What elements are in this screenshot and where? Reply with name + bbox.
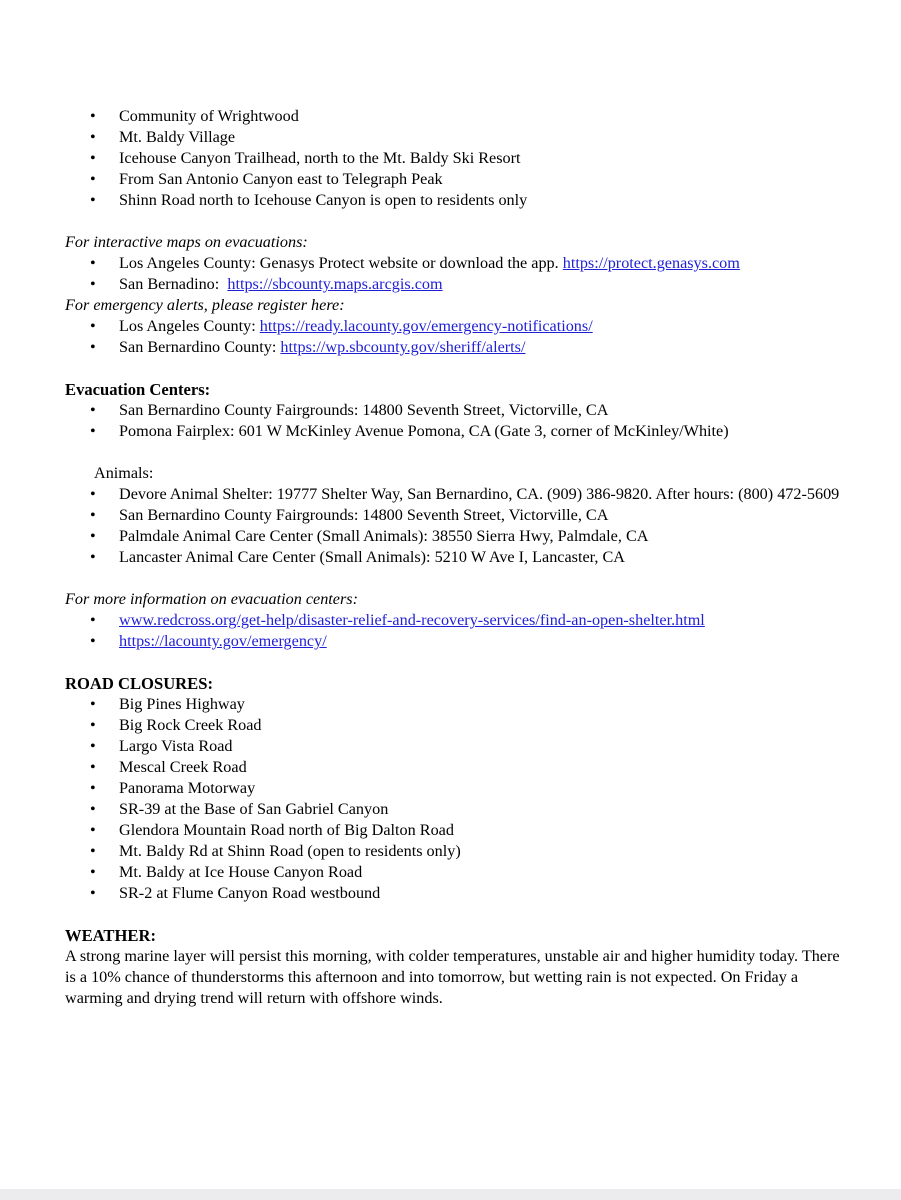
spacer	[65, 652, 845, 673]
document-content	[65, 106, 845, 1009]
list-item: • Devore Animal Shelter: 19777 Shelter Way, San Bernardino, CA. (909) 386-9820. After hours: (800) 472-5609	[65, 484, 845, 505]
lacounty-emergency-link[interactable]: https://lacounty.gov/emergency/	[119, 632, 327, 650]
list-item: • Shinn Road north to Icehouse Canyon is open to residents only	[65, 190, 845, 211]
genasys-link[interactable]: https://protect.genasys.com	[562, 254, 740, 272]
maps-la-text: Los Angeles County: Genasys Protect website or download the app.	[119, 254, 559, 272]
list-item	[65, 253, 845, 274]
list-item	[65, 610, 845, 631]
sb-alerts-link[interactable]: https://wp.sbcounty.gov/sheriff/alerts/	[280, 338, 526, 356]
list-item	[65, 631, 845, 652]
spacer	[65, 568, 845, 589]
list-item	[65, 316, 845, 337]
list-item: • Panorama Motorway	[65, 778, 845, 799]
redcross-link[interactable]: www.redcross.org/get-help/disaster-relief-and-recovery-services/find-an-open-shelter.html	[119, 611, 705, 629]
spacer	[65, 904, 845, 925]
list-item: • Big Pines Highway	[65, 694, 845, 715]
spacer	[65, 358, 845, 379]
evacuation-centers-list	[65, 400, 845, 442]
list-item: • Mescal Creek Road	[65, 757, 845, 778]
list-item: • Palmdale Animal Care Center (Small Animals): 38550 Sierra Hwy, Palmdale, CA	[65, 526, 845, 547]
list-item: • Mt. Baldy Rd at Shinn Road (open to residents only)	[65, 841, 845, 862]
more-info-list	[65, 610, 845, 652]
animal-shelters-list	[65, 484, 845, 568]
page-bottom-edge	[0, 1189, 901, 1200]
evacuation-centers-heading: Evacuation Centers:	[65, 380, 211, 399]
list-item: • SR-2 at Flume Canyon Road westbound	[65, 883, 845, 904]
maps-list	[65, 253, 845, 295]
more-info-label: For more information on evacuation centers:	[65, 590, 358, 608]
maps-sb-text: San Bernadino:	[119, 275, 220, 293]
road-closures-heading: ROAD CLOSURES:	[65, 674, 213, 693]
list-item: • Glendora Mountain Road north of Big Dalton Road	[65, 820, 845, 841]
list-item	[65, 337, 845, 358]
weather-text: A strong marine layer will persist this morning, with colder temperatures, unstable air and higher humidity today. There is a 10% chance of thunderstorms this afternoon and into tomorrow, but wetting rain is not expected. On Friday a warming and drying trend will return with offshore winds.	[65, 947, 840, 1007]
road-closures-list	[65, 694, 845, 904]
list-item: • San Bernardino County Fairgrounds: 14800 Seventh Street, Victorville, CA	[65, 505, 845, 526]
list-item: • Big Rock Creek Road	[65, 715, 845, 736]
list-item: • Mt. Baldy Village	[65, 127, 845, 148]
list-item: • Lancaster Animal Care Center (Small Animals): 5210 W Ave I, Lancaster, CA	[65, 547, 845, 568]
list-item: • Icehouse Canyon Trailhead, north to the Mt. Baldy Ski Resort	[65, 148, 845, 169]
spacer	[65, 442, 845, 463]
alerts-label: For emergency alerts, please register here:	[65, 296, 345, 314]
area-list	[65, 106, 845, 211]
alerts-list	[65, 316, 845, 358]
spacer	[65, 211, 845, 232]
list-item: • Mt. Baldy at Ice House Canyon Road	[65, 862, 845, 883]
list-item	[65, 274, 845, 295]
alerts-la-text: Los Angeles County:	[119, 317, 256, 335]
list-item: • Largo Vista Road	[65, 736, 845, 757]
animals-label: Animals:	[94, 464, 154, 482]
list-item: • San Bernardino County Fairgrounds: 14800 Seventh Street, Victorville, CA	[65, 400, 845, 421]
sbcounty-maps-link[interactable]: https://sbcounty.maps.arcgis.com	[227, 275, 443, 293]
la-alerts-link[interactable]: https://ready.lacounty.gov/emergency-notifications/	[259, 317, 593, 335]
list-item: • From San Antonio Canyon east to Telegraph Peak	[65, 169, 845, 190]
list-item: • Community of Wrightwood	[65, 106, 845, 127]
weather-heading: WEATHER:	[65, 926, 156, 945]
maps-label: For interactive maps on evacuations:	[65, 233, 308, 251]
alerts-sb-text: San Bernardino County:	[119, 338, 277, 356]
list-item: • Pomona Fairplex: 601 W McKinley Avenue Pomona, CA (Gate 3, corner of McKinley/White)	[65, 421, 845, 442]
list-item: • SR-39 at the Base of San Gabriel Canyon	[65, 799, 845, 820]
